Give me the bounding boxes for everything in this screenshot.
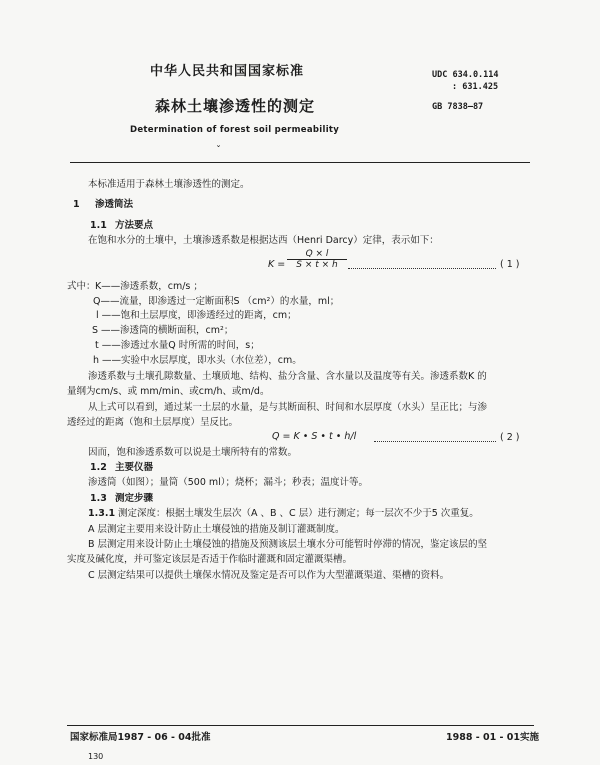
paragraph-2-line-2: 透经过的距离（饱和土层厚度）呈反比。 <box>67 417 239 428</box>
measurement-depth: 测定深度：根据土壤发生层次（A 、B 、C 层）进行测定；每一层次不少于5 次重复。 <box>118 508 479 519</box>
formula-1-leader <box>348 268 496 269</box>
paragraph-3: 因而，饱和渗透系数可以说是土壤所特有的常数。 <box>88 447 298 458</box>
formula-2-number: ( 2 ) <box>500 432 520 443</box>
udc-code-sub: : 631.425 <box>452 82 499 92</box>
def-h: h ——实验中水层厚度，即水头（水位差），cm。 <box>93 355 302 366</box>
section-1-3-title: 测定步骤 <box>115 493 154 504</box>
footer-rule <box>67 725 534 726</box>
formula-1-numerator: Q × l <box>287 249 347 260</box>
formula-2: Q = K • S • t • h/l <box>272 431 357 442</box>
def-l: l ——饱和土层厚度，即渗透经过的距离，cm； <box>96 310 297 321</box>
implementation-date: 1988 - 01 - 01实施 <box>446 732 539 743</box>
layer-a-text: A 层测定主要用来设计防止土壤侵蚀的措施及制订灌溉制度。 <box>88 524 345 535</box>
udc-code: UDC 634.0.114 <box>432 70 499 80</box>
def-k: K——渗透系数，cm/s ； <box>95 281 203 292</box>
formula-1-lhs: K = <box>268 259 286 270</box>
formula-1-fraction <box>287 249 347 270</box>
mark: ˇ <box>216 145 221 156</box>
darcy-law-intro: 在饱和水分的土壤中，土壤渗透系数是根据达西（Henri Darcy）定律，表示如下： <box>88 235 439 246</box>
def-q: Q——流量，即渗透过一定断面积S （cm²）的水量，ml； <box>93 296 340 307</box>
layer-c-text: C 层测定结果可以提供土壤保水情况及鉴定是否可以作为大型灌溉渠道、渠槽的资料。 <box>88 570 450 581</box>
intro-text: 本标准适用于森林土壤渗透性的测定。 <box>88 179 250 190</box>
paragraph-2-line-1: 从上式可以看到，通过某一土层的水量，是与其断面积、时间和水层厚度（水头）呈正比；与渗 <box>88 402 488 413</box>
approval-date: 国家标准局1987 - 06 - 04批准 <box>70 732 211 743</box>
document-title-en: Determination of forest soil permeability <box>130 125 340 135</box>
where-label: 式中： <box>67 281 96 292</box>
header-rule <box>70 162 530 163</box>
def-s: S ——渗透筒的横断面积，cm²； <box>92 325 234 336</box>
section-1-1-title: 方法要点 <box>115 220 154 231</box>
instruments-list: 渗透筒（如图）；量筒（500 ml）；烧杯；漏斗；秒表；温度计等。 <box>88 477 369 488</box>
paragraph-1-line-2: 量纲为cm/s、或 mm/min、或cm/h、或m/d。 <box>67 386 270 397</box>
section-1-3-1-number: 1.3.1 <box>88 508 116 519</box>
page-number: 130 <box>88 752 104 761</box>
section-1-number: 1 <box>73 199 80 210</box>
layer-b-line-2: 实度及碱化度，并可鉴定该层是否适于作临时灌溉和固定灌溉渠槽。 <box>67 554 353 565</box>
formula-1-number: ( 1 ) <box>500 259 520 270</box>
paragraph-1-line-1: 渗透系数与土壤孔隙数量、土壤质地、结构、盐分含量、含水量以及温度等有关。渗透系数K 的 <box>88 371 487 382</box>
layer-b-line-1: B 层测定用来设计防止土壤侵蚀的措施及预测该层土壤水分可能暂时停滞的情况，鉴定该层的坚 <box>88 539 488 550</box>
section-1-title: 渗透筒法 <box>95 199 134 210</box>
section-1-2-title: 主要仪器 <box>115 462 154 473</box>
def-t: t ——渗透过水量Q 时所需的时间，s； <box>95 340 260 351</box>
document-title-cn: 森林土壤渗透性的测定 <box>155 97 316 115</box>
formula-1-denominator: S × t × h <box>296 260 338 270</box>
standard-org: 中华人民共和国国家标准 <box>150 64 305 79</box>
section-1-3-number: 1.3 <box>90 493 107 504</box>
section-1-1-number: 1.1 <box>90 220 107 231</box>
formula-2-leader <box>374 441 496 442</box>
gb-number: GB 7838—87 <box>432 102 484 112</box>
section-1-2-number: 1.2 <box>90 462 107 473</box>
